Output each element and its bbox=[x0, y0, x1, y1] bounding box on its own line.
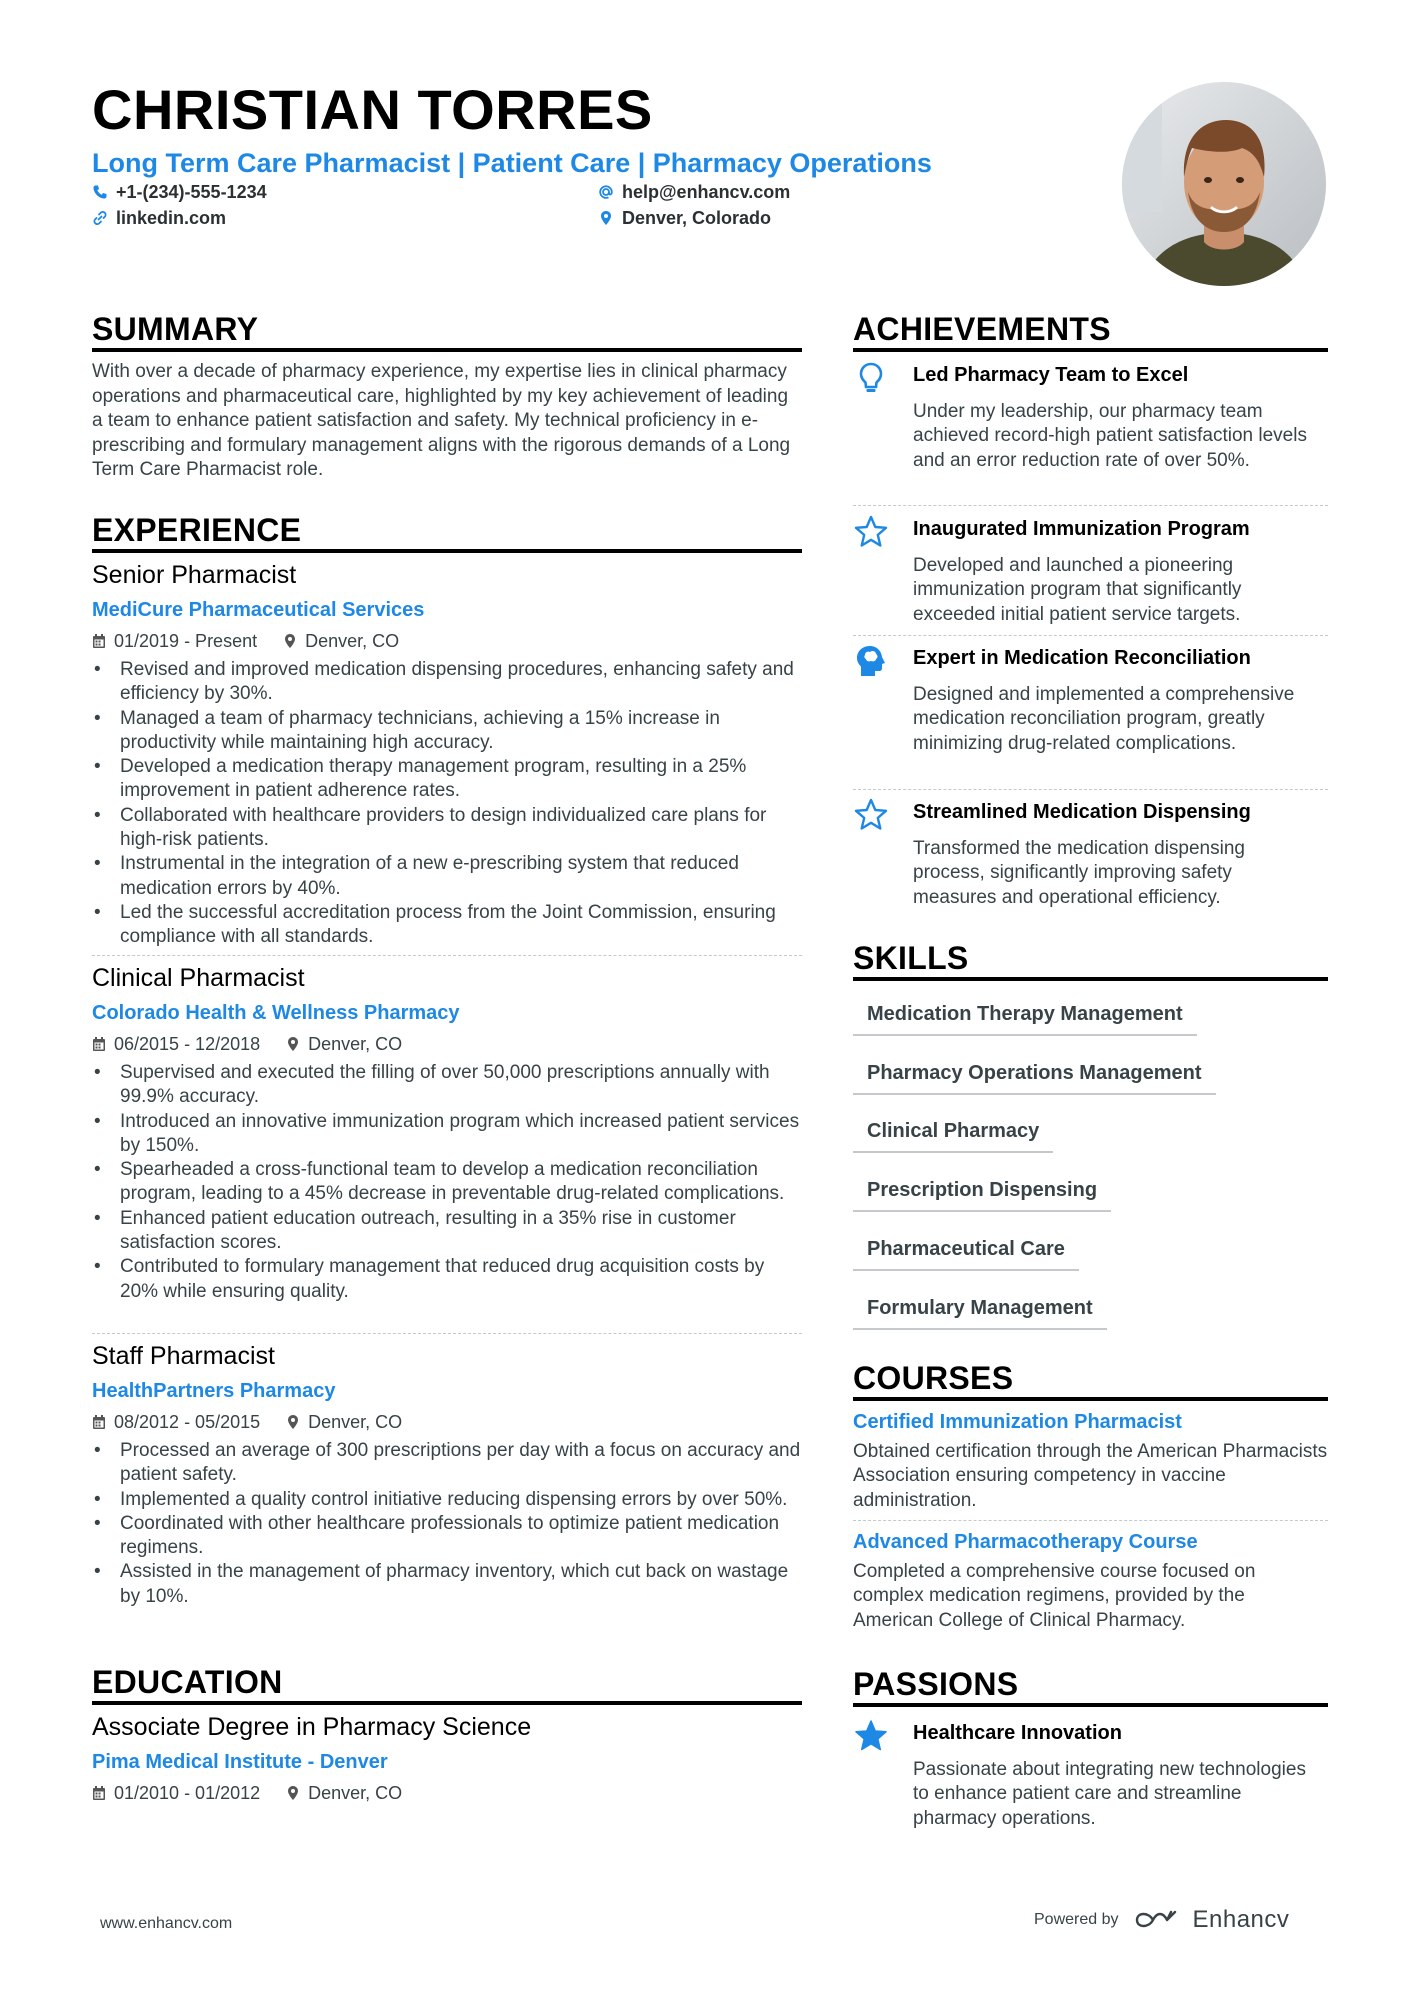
course-title: Certified Immunization Pharmacist bbox=[853, 1411, 1182, 1433]
location-text: Denver, Colorado bbox=[622, 208, 772, 228]
calendar-icon bbox=[92, 1785, 106, 1801]
job-dates bbox=[92, 630, 257, 652]
skill-tag: Medication Therapy Management bbox=[853, 1002, 1197, 1036]
bullet-item: • Collaborated with healthcare providers to design individualized care plans for high-risk patients. bbox=[92, 804, 802, 853]
education-dates-text: 01/2010 - 01/2012 bbox=[114, 1783, 261, 1803]
linkedin-text: linkedin.com bbox=[116, 208, 227, 228]
job-bullets bbox=[92, 658, 802, 950]
job-location bbox=[286, 1033, 402, 1055]
achievement-title: Inaugurated Immunization Program bbox=[913, 518, 1250, 540]
job-bullets bbox=[92, 1439, 802, 1609]
courses-rule bbox=[853, 1397, 1328, 1401]
skill-tag: Pharmaceutical Care bbox=[853, 1237, 1079, 1271]
summary-text: With over a decade of pharmacy experience, my expertise lies in clinical pharmacy operations and pharmaceutical care, highlighted by my key achievement of leading a team to enhance patient satisfaction and safety. My technical proficiency in e-prescribing and formulary management aligns with the rigorous demands of a Long Term Care Pharmacist role. bbox=[92, 361, 791, 480]
divider bbox=[92, 1333, 802, 1334]
bullet-item: • Developed a medication therapy management program, resulting in a 25% improvement in patient adherence rates. bbox=[92, 755, 802, 804]
divider bbox=[853, 1520, 1328, 1521]
job-title: Staff Pharmacist bbox=[92, 1342, 275, 1370]
achievement-title: Expert in Medication Reconciliation bbox=[913, 647, 1251, 669]
job-location bbox=[283, 630, 399, 652]
location-pin-icon bbox=[598, 210, 614, 226]
job-meta bbox=[92, 1411, 802, 1433]
skills-heading: SKILLS bbox=[853, 940, 969, 976]
location-pin-icon bbox=[283, 633, 297, 649]
courses-heading: COURSES bbox=[853, 1360, 1014, 1396]
school-name: Pima Medical Institute - Denver bbox=[92, 1751, 388, 1773]
job-meta bbox=[92, 1033, 802, 1055]
location-pin-icon bbox=[286, 1036, 300, 1052]
passions-heading: PASSIONS bbox=[853, 1666, 1019, 1702]
job-dates bbox=[92, 1033, 260, 1055]
skill-tag: Pharmacy Operations Management bbox=[853, 1061, 1216, 1095]
bullet-item: • Processed an average of 300 prescriptions per day with a focus on accuracy and patient safety. bbox=[92, 1439, 802, 1488]
job-company: HealthPartners Pharmacy bbox=[92, 1380, 336, 1402]
achievement-desc: Designed and implemented a comprehensive medication reconciliation program, greatly minimizing drug-related complications. bbox=[913, 684, 1295, 754]
divider bbox=[853, 505, 1328, 506]
course-desc: Completed a comprehensive course focused on complex medication regimens, provided by the American College of Clinical Pharmacy. bbox=[853, 1561, 1256, 1631]
course-desc: Obtained certification through the American Pharmacists Association ensuring competency in vaccine administration. bbox=[853, 1441, 1328, 1511]
achievement-desc: Under my leadership, our pharmacy team achieved record-high patient satisfaction levels and an error reduction rate of over 50%. bbox=[913, 401, 1307, 471]
calendar-icon bbox=[92, 1414, 106, 1430]
star-outline-icon bbox=[853, 797, 889, 833]
job-entry bbox=[92, 560, 802, 950]
skills-rule bbox=[853, 977, 1328, 981]
location-pin-icon bbox=[286, 1414, 300, 1430]
bullet-item: • Supervised and executed the filling of over 50,000 prescriptions annually with 99.9% accuracy. bbox=[92, 1061, 802, 1110]
degree-title: Associate Degree in Pharmacy Science bbox=[92, 1713, 532, 1741]
brand-name: Enhancv bbox=[1192, 1906, 1290, 1933]
skill-tag: Clinical Pharmacy bbox=[853, 1119, 1053, 1153]
education-location bbox=[286, 1782, 402, 1804]
profile-photo bbox=[1122, 82, 1326, 286]
summary-rule bbox=[92, 348, 802, 352]
summary-heading: SUMMARY bbox=[92, 311, 259, 347]
job-company: MediCure Pharmaceutical Services bbox=[92, 599, 425, 621]
bullet-item: • Assisted in the management of pharmacy inventory, which cut back on wastage by 10%. bbox=[92, 1560, 802, 1609]
contact-email[interactable] bbox=[598, 183, 790, 201]
education-location-text: Denver, CO bbox=[308, 1783, 403, 1803]
enhancv-logo-icon bbox=[1133, 1908, 1179, 1932]
email-text: help@enhancv.com bbox=[622, 182, 791, 202]
job-dates-text: 06/2015 - 12/2018 bbox=[114, 1034, 261, 1054]
lightbulb-icon bbox=[853, 360, 889, 396]
powered-by-text: Powered by bbox=[1034, 1911, 1119, 1928]
bullet-item: • Led the successful accreditation process from the Joint Commission, ensuring compliance with all standards. bbox=[92, 901, 802, 950]
achievements-heading: ACHIEVEMENTS bbox=[853, 311, 1111, 347]
contact-linkedin[interactable] bbox=[92, 209, 226, 227]
bullet-item: • Managed a team of pharmacy technicians, achieving a 15% increase in productivity while maintaining high accuracy. bbox=[92, 707, 802, 756]
achievement-title: Led Pharmacy Team to Excel bbox=[913, 364, 1189, 386]
divider bbox=[853, 635, 1328, 636]
job-dates-text: 01/2019 - Present bbox=[114, 631, 258, 651]
avatar-portrait bbox=[1122, 82, 1326, 286]
job-company: Colorado Health & Wellness Pharmacy bbox=[92, 1002, 460, 1024]
job-entry bbox=[92, 1341, 802, 1609]
education-rule bbox=[92, 1701, 802, 1705]
job-bullets bbox=[92, 1061, 802, 1304]
job-location-text: Denver, CO bbox=[305, 631, 400, 651]
passion-desc: Passionate about integrating new technologies to enhance patient care and streamline pharmacy operations. bbox=[913, 1759, 1306, 1829]
bullet-item: • Enhanced patient education outreach, resulting in a 35% rise in customer satisfaction scores. bbox=[92, 1207, 802, 1256]
job-location-text: Denver, CO bbox=[308, 1412, 403, 1432]
divider bbox=[853, 789, 1328, 790]
location-pin-icon bbox=[286, 1785, 300, 1801]
candidate-name: CHRISTIAN TORRES bbox=[92, 78, 653, 141]
headline: Long Term Care Pharmacist | Patient Care | Pharmacy Operations bbox=[92, 148, 932, 178]
job-title: Clinical Pharmacist bbox=[92, 964, 305, 992]
divider bbox=[92, 955, 802, 956]
job-dates-text: 08/2012 - 05/2015 bbox=[114, 1412, 261, 1432]
education-entry bbox=[92, 1712, 802, 1804]
star-filled-icon bbox=[853, 1718, 889, 1754]
bullet-item: • Instrumental in the integration of a new e-prescribing system that reduced medication errors by 40%. bbox=[92, 852, 802, 901]
bullet-item: • Contributed to formulary management that reduced drug acquisition costs by 20% while ensuring quality. bbox=[92, 1255, 802, 1304]
footer-website[interactable]: www.enhancv.com bbox=[100, 1915, 233, 1932]
education-meta bbox=[92, 1782, 802, 1804]
bullet-item: • Implemented a quality control initiative reducing dispensing errors by over 50%. bbox=[92, 1488, 802, 1512]
education-dates bbox=[92, 1782, 260, 1804]
achievement-title: Streamlined Medication Dispensing bbox=[913, 801, 1251, 823]
job-title: Senior Pharmacist bbox=[92, 561, 297, 589]
job-dates bbox=[92, 1411, 260, 1433]
experience-rule bbox=[92, 549, 802, 553]
achievement-desc: Transformed the medication dispensing process, significantly improving safety measures and operational efficiency. bbox=[913, 838, 1245, 908]
skill-tag: Formulary Management bbox=[853, 1296, 1107, 1330]
education-heading: EDUCATION bbox=[92, 1664, 283, 1700]
job-location bbox=[286, 1411, 402, 1433]
phone-text: +1-(234)-555-1234 bbox=[116, 182, 267, 202]
skill-tag: Prescription Dispensing bbox=[853, 1178, 1111, 1212]
passions-rule bbox=[853, 1703, 1328, 1707]
experience-heading: EXPERIENCE bbox=[92, 512, 302, 548]
bullet-item: • Revised and improved medication dispensing procedures, enhancing safety and efficiency by 30%. bbox=[92, 658, 802, 707]
contact-location bbox=[598, 209, 771, 227]
calendar-icon bbox=[92, 1036, 106, 1052]
bullet-item: • Coordinated with other healthcare professionals to optimize patient medication regimens. bbox=[92, 1512, 802, 1561]
link-icon bbox=[92, 210, 108, 226]
job-meta bbox=[92, 630, 802, 652]
star-outline-icon bbox=[853, 514, 889, 550]
phone-icon bbox=[92, 184, 108, 200]
at-icon bbox=[598, 184, 614, 200]
brain-head-icon bbox=[853, 643, 889, 679]
passion-title: Healthcare Innovation bbox=[913, 1722, 1122, 1744]
bullet-item: • Spearheaded a cross-functional team to develop a medication reconciliation program, leading to a 45% decrease in preventable drug-related complications. bbox=[92, 1158, 802, 1207]
achievements-rule bbox=[853, 348, 1328, 352]
course-title: Advanced Pharmacotherapy Course bbox=[853, 1531, 1198, 1553]
bullet-item: • Introduced an innovative immunization program which increased patient services by 150%. bbox=[92, 1110, 802, 1159]
job-location-text: Denver, CO bbox=[308, 1034, 403, 1054]
calendar-icon bbox=[92, 633, 106, 649]
footer-branding[interactable] bbox=[1034, 1906, 1289, 1934]
contact-phone[interactable] bbox=[92, 183, 267, 201]
job-entry bbox=[92, 963, 802, 1304]
achievement-desc: Developed and launched a pioneering immunization program that significantly exceeded initial patient service targets. bbox=[913, 555, 1242, 625]
